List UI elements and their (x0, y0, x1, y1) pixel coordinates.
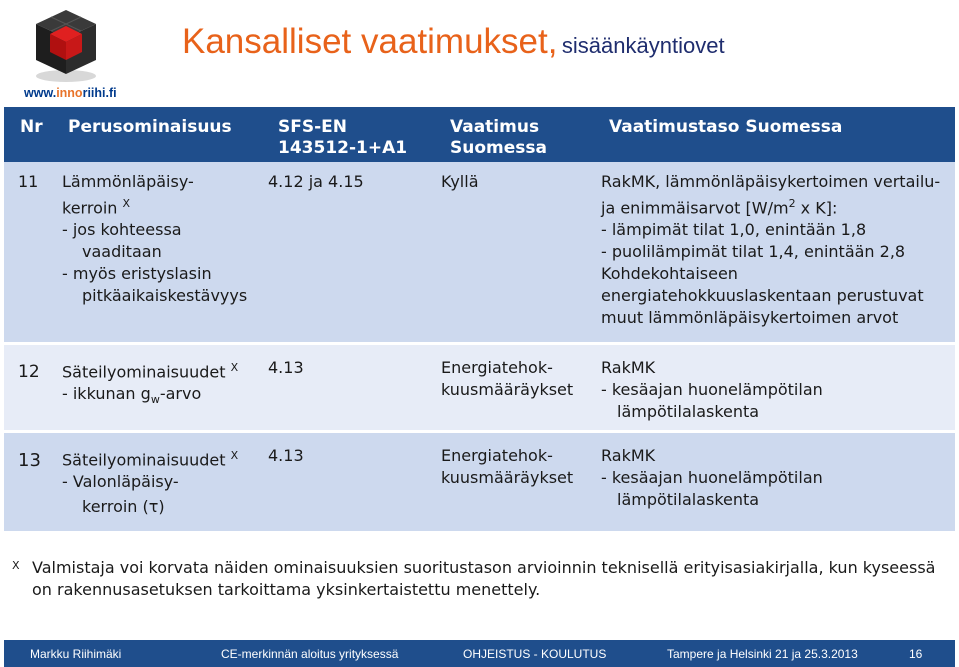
level-cell: RakMK, lämmönläpäisykertoimen vertailu- ja enimmäisarvot [$W/m^2$ x K]: - lämpimät tilat 1,0, enintään 1,8 - puolilämpimät tilat 1,4, enintään 2,8 Kohdekohtaiseen energiatehokkuuslaskentaan perustuvat muut lämmönläpäisykertoimen arvot (601, 172, 941, 328)
sfs-cell: 4.13 (268, 446, 304, 465)
property-cell: Säteilyominaisuudet $^X$ - ikkunan $g_w$-arvo (62, 361, 239, 407)
footnote-mark: X (12, 559, 20, 572)
row-divider (4, 430, 955, 433)
col-nr: Nr (20, 117, 43, 137)
footer-program: OHJEISTUS - KOULUTUS (463, 647, 607, 661)
table-header (4, 107, 955, 162)
row-divider (4, 342, 955, 345)
footnote-text: Valmistaja voi korvata näiden ominaisuuksien suoritustason arvioinnin teknisellä erityisasiakirjalla, kun kyseessä on rakennusasetuksen tarkoittama yksinkertaistettu menettely. (32, 558, 936, 599)
red-cube-logo-icon (30, 4, 102, 84)
requirement-cell: Energiatehok- kuusmääräykset (441, 358, 574, 399)
row-number: 12 (18, 362, 40, 382)
title-main: Kansalliset vaatimukset, (182, 22, 558, 61)
property-cell: Lämmönläpäisy- kerroin $^X$ - jos kohteessa vaaditaan - myös eristyslasin pitkäaikaiskestävyys (62, 172, 248, 306)
requirement-cell: Energiatehok- kuusmääräykset (441, 446, 574, 487)
col-property: Perusominaisuus (68, 117, 232, 137)
row-number: 13 (18, 450, 41, 471)
page-title (182, 22, 725, 62)
title-sub: sisäänkäyntiovet (561, 33, 725, 58)
footer-author: Markku Riihimäki (30, 647, 122, 661)
col-level: Vaatimustaso Suomessa (609, 117, 843, 137)
website-url[interactable]: www.innoriihi.fi (24, 86, 117, 100)
footer-place-date: Tampere ja Helsinki 21 ja 25.3.2013 (667, 647, 858, 661)
table-row (4, 343, 955, 431)
table-row (4, 162, 955, 343)
footer-page-number: 16 (909, 647, 923, 661)
row-number: 11 (18, 172, 39, 191)
level-cell: RakMK - kesäajan huonelämpötilan lämpötilalaskenta (601, 358, 823, 421)
footer-course: CE-merkinnän aloitus yrityksessä (221, 647, 399, 661)
col-sfs: SFS-EN 143512-1+A1 (278, 117, 408, 158)
table-row (4, 431, 955, 531)
property-cell: Säteilyominaisuudet $^X$ - Valonläpäisy- kerroin (τ) (62, 449, 239, 517)
footer-bar (4, 640, 955, 667)
col-requirement: Vaatimus Suomessa (450, 117, 547, 158)
requirement-cell: Kyllä (441, 172, 479, 191)
sfs-cell: 4.12 ja 4.15 (268, 172, 364, 191)
level-cell: RakMK - kesäajan huonelämpötilan lämpötilalaskenta (601, 446, 823, 509)
sfs-cell: 4.13 (268, 358, 304, 377)
